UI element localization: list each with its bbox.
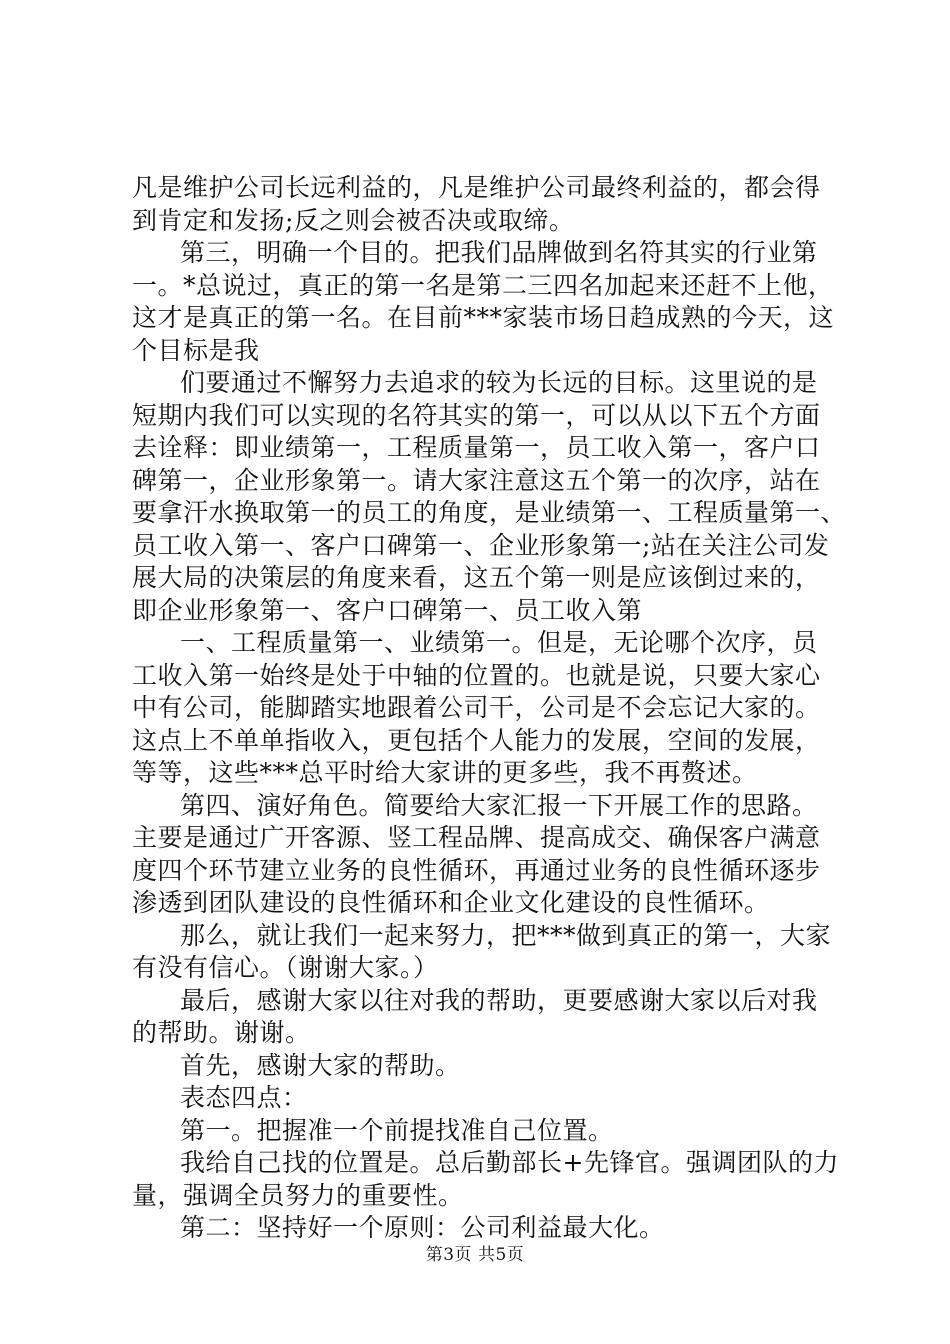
text-line: 第二：坚持好一个原则：公司利益最大化。 <box>180 1213 665 1242</box>
text-line: 度四个环节建立业务的良性循环，再通过业务的良性循环逐步 <box>132 855 821 885</box>
document-body <box>132 172 847 1245</box>
text-line: 第三，明确一个目的。把我们品牌做到名符其实的行业第 <box>180 238 818 267</box>
text-line: 到肯定和发扬;反之则会被否决或取缔。 <box>132 205 575 235</box>
text-line: 表态四点： <box>180 1083 308 1112</box>
text-line: 要拿汗水换取第一的员工的角度，是业绩第一、工程质量第一、 <box>132 498 847 527</box>
text-line: 一、工程质量第一、业绩第一。但是，无论哪个次序，员 <box>180 628 818 657</box>
text-line: 最后，感谢大家以往对我的帮助，更要感谢大家以后对我 <box>180 985 818 1015</box>
text-line: 渗透到团队建设的良性循环和企业文化建设的良性循环。 <box>132 888 770 917</box>
text-line: 短期内我们可以实现的名符其实的第一，可以从以下五个方面 <box>132 400 821 430</box>
text-line: 碑第一，企业形象第一。请大家注意这五个第一的次序，站在 <box>132 465 821 495</box>
text-line: 员工收入第一、客户口碑第一、企业形象第一;站在关注公司发 <box>132 530 830 560</box>
text-line: 有没有信心。（谢谢大家。） <box>132 953 439 982</box>
text-line: 主要是通过广开客源、竖工程品牌、提高成交、确保客户满意 <box>132 823 821 852</box>
text-line: 第一。把握准一个前提找准自己位置。 <box>180 1115 614 1145</box>
text-line: 等等，这些***总平时给大家讲的更多些，我不再赘述。 <box>132 758 758 787</box>
text-line: 首先，感谢大家的帮助。 <box>180 1050 461 1080</box>
text-line: 个目标是我 <box>132 335 260 365</box>
text-line: 我给自己找的位置是。总后勤部长+先锋官。强调团队的力 <box>180 1148 839 1177</box>
text-line: 即企业形象第一、客户口碑第一、员工收入第 <box>132 595 643 625</box>
text-line: 展大局的决策层的角度来看，这五个第一则是应该倒过来的， <box>132 563 821 592</box>
text-line: 这才是真正的第一名。在目前***家装市场日趋成熟的今天，这 <box>132 303 835 332</box>
text-line: 的帮助。谢谢。 <box>132 1018 311 1047</box>
text-line: 去诠释：即业绩第一，工程质量第一，员工收入第一，客户口 <box>132 433 821 462</box>
page-footer: 第3页 共5页 <box>425 1245 525 1265</box>
text-line: 这点上不单单指收入，更包括个人能力的发展，空间的发展， <box>132 725 821 755</box>
text-line: 工收入第一始终是处于中轴的位置的。也就是说，只要大家心 <box>132 660 821 690</box>
text-line: 量，强调全员努力的重要性。 <box>132 1180 464 1210</box>
text-line: 凡是维护公司长远利益的，凡是维护公司最终利益的，都会得 <box>132 173 821 202</box>
text-line: 中有公司，能脚踏实地跟着公司干，公司是不会忘记大家的。 <box>132 693 821 722</box>
text-line: 第四、演好角色。简要给大家汇报一下开展工作的思路。 <box>180 790 818 820</box>
text-line: 们要通过不懈努力去追求的较为长远的目标。这里说的是 <box>180 368 818 397</box>
text-line: 那么，就让我们一起来努力，把***做到真正的第一，大家 <box>180 920 832 950</box>
text-line: 一。*总说过，真正的第一名是第二三四名加起来还赶不上他， <box>132 270 834 300</box>
